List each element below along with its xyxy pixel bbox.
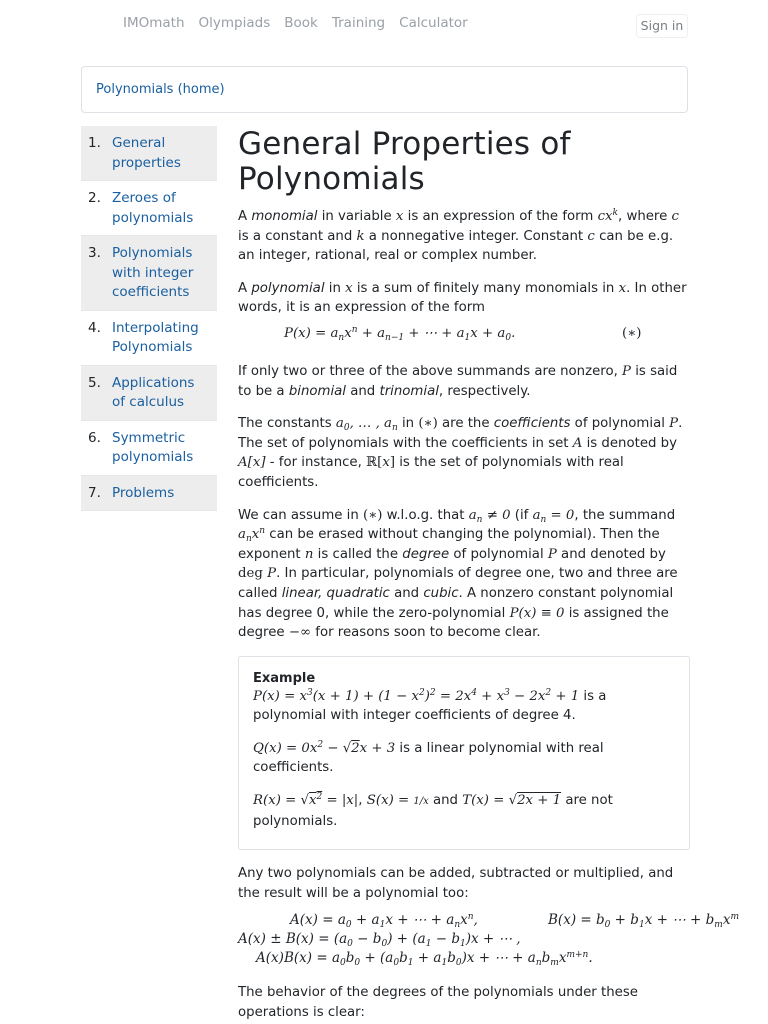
sidebar-item-number: 2. [88, 190, 101, 206]
binomial-paragraph: If only two or three of the above summands are nonzero, P is said to be a binomial and trinomial, respectively. [238, 363, 678, 399]
example-2: $Q(x) = 0x^2 - √2x + 3$ is a linear polynomial with real coefficients. [253, 739, 604, 776]
equation-tag: (∗) [622, 325, 642, 341]
sidebar-item-label[interactable]: Polynomials with integer coefficients [112, 245, 194, 300]
sidebar [81, 126, 217, 511]
nav-link-training[interactable]: Training [331, 15, 386, 31]
nav-link-olympiads[interactable]: Olympiads [198, 15, 271, 31]
nav-link-calculator[interactable]: Calculator [399, 15, 468, 31]
nav-links [116, 15, 475, 31]
breadcrumb-home-link[interactable]: Polynomials (home) [96, 82, 225, 97]
sidebar-item-label[interactable]: Interpolating Polynomials [112, 319, 199, 355]
sidebar-item-label[interactable]: Problems [112, 484, 175, 501]
sidebar-item-number: 5. [88, 374, 101, 391]
example-box [238, 656, 690, 851]
example-3: $R(x) = √x^2 = |x|$, S(x) = 1/x and T(x) = √2x + 1 are not polynomials. [253, 792, 613, 829]
degrees-paragraph: The behavior of the degrees of the polynomials under these operations is clear: [238, 985, 638, 1021]
sidebar-item-number: 7. [88, 484, 101, 501]
example-title: Example [253, 670, 316, 686]
polynomial-equation: $P(x) = a_nx^n + a_{n-1}$ + ⋯ + $a_1x + a_0$. (∗) [284, 324, 642, 343]
breadcrumb [81, 66, 688, 113]
coefficients-paragraph: The constants $a_0$, … , $a_n$ in (∗) are the coefficients of polynomial P. The set of polynomials with the coefficients in set A is denoted by A[x] - for instance, ℝ[x] is the set of polynomials with real coefficients. [238, 416, 683, 490]
sidebar-item-interpolating[interactable] [81, 311, 217, 366]
page-title: General Properties of Polynomials [238, 126, 571, 197]
sidebar-item-symmetric[interactable] [81, 421, 217, 476]
monomial-definition: A monomial in variable x is an expression of the form $cx^k$, where c is a constant and k a nonnegative integer. Constant c can be e.g. an integer, rational, real or complex number. [238, 208, 679, 264]
sidebar-item-label[interactable]: Zeroes of polynomials [112, 190, 194, 226]
example-1: $P(x) = x^3(x + 1) + (1 - x^2)^2 = 2x^4 + x^3 - 2x^2 + 1$ is a polynomial with integer coefficients of degree 4. [253, 687, 607, 724]
sidebar-item-integer-coefficients[interactable] [81, 236, 217, 311]
sidebar-item-label[interactable]: Applications of calculus [112, 374, 195, 410]
degree-paragraph: We can assume in (∗) w.l.o.g. that $a_n \ne 0$ (if $a_n = 0$, the summand $a_nx^n$ can be erased without changing the polynomial). Then the exponent n is called the degree of polynomial P and denoted by deg P. In particular, polynomials of degree one, two and three are called linear, quadratic and cubic. A nonzero constant polynomial has degree 0, while the zero-polynomial P(x) ≡ 0 is assigned the degree −∞ for reasons soon to become clear. [238, 507, 678, 641]
sidebar-item-number: 1. [88, 135, 101, 151]
nav-link-imomath[interactable]: IMOmath [123, 15, 185, 31]
nav-link-book[interactable]: Book [284, 15, 318, 31]
top-nav [0, 0, 768, 52]
sidebar-item-label[interactable]: General properties [112, 135, 181, 171]
sidebar-item-number: 3. [88, 245, 101, 261]
operations-equations: $A(x) = a_0 + a_1x$ + ⋯ + $a_nx^n$, $B(x) = b_0 + b_1x$ + ⋯ + $b_mx^m$ $A(x) \pm B(x) = (a_0 - b_0) + (a_1 - b_1)x$ + ⋯ , $A(x)B(x) = a_0b_0 + (a_0b_1 + a_1b_0)x$ + ⋯ + $a_nb_mx^{m+n}$. [238, 912, 739, 969]
sidebar-item-number: 4. [88, 319, 101, 336]
sign-in-button[interactable]: Sign in [636, 14, 688, 38]
sidebar-item-problems[interactable] [81, 476, 217, 512]
sidebar-item-general-properties[interactable] [81, 126, 217, 181]
sidebar-item-label[interactable]: Symmetric polynomials [112, 429, 194, 465]
sidebar-item-zeroes[interactable] [81, 181, 217, 236]
sidebar-item-number: 6. [88, 429, 101, 446]
main-content [238, 126, 739, 1024]
operations-paragraph: Any two polynomials can be added, subtracted or multiplied, and the result will be a polynomial too: [238, 866, 674, 901]
sidebar-item-calculus[interactable] [81, 366, 217, 421]
polynomial-definition: A polynomial in x is a sum of finitely many monomials in x. In other words, it is an expression of the form [238, 280, 687, 316]
